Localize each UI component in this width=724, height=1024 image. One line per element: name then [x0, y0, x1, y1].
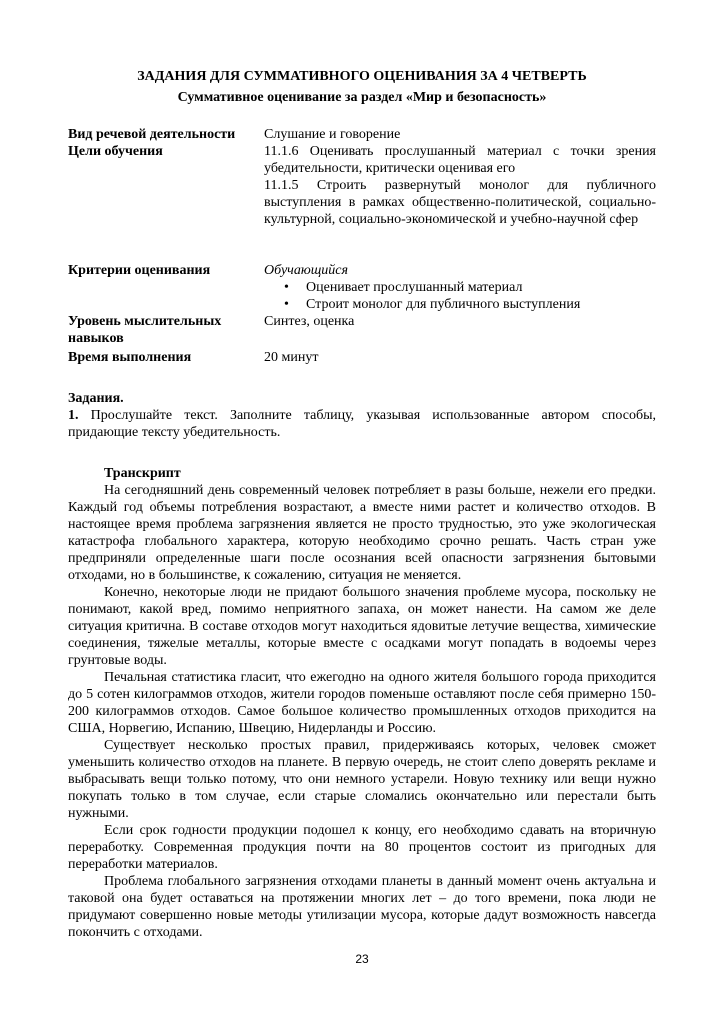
goals-value: [264, 143, 656, 228]
goals-row: [68, 143, 656, 228]
transcript-paragraph: Печальная статистика гласит, что ежегодно на одного жителя большого города приходится до 5 сотен килограммов отходов, жители городов поменьше оставляют после себя примерно 150-200 килограммов отходов. Самое большое количество промышленных отходов приходится на США, Норвегию, Испанию, Швецию, Нидерланды и Россию.: [68, 670, 656, 736]
transcript-heading: Транскрипт: [104, 466, 181, 481]
activity-value: Слушание и говорение: [264, 127, 401, 142]
criteria-item: [284, 279, 656, 296]
spacer-row: [68, 228, 656, 262]
skills-label: Уровень мыслительных навыков: [68, 314, 222, 346]
criteria-item: [284, 296, 656, 313]
goal-item: 11.1.5 Строить развернутый монолог для публичного выступления в рамках общественно-политической, социально-культурной, социально-экономической и учебно-научной сфер: [264, 178, 656, 227]
document-title: ЗАДАНИЯ ДЛЯ СУММАТИВНОГО ОЦЕНИВАНИЯ ЗА 4 ЧЕТВЕРТЬ: [137, 69, 587, 84]
transcript-paragraph: Существует несколько простых правил, придерживаясь которых, человек сможет уменьшить количество отходов на планете. В первую очередь, не стоит слепо доверять рекламе и выбрасывать вещи только потому, что они немного устарели. Новую технику или вещи нужно покупать только в том случае, если старые сломались окончательно или перестали быть нужными.: [68, 738, 656, 821]
goal-item: 11.1.6 Оценивать прослушанный материал с точки зрения убедительности, критически оценивая его: [264, 144, 656, 176]
criteria-list: [264, 279, 656, 313]
criteria-value: [264, 262, 656, 313]
time-row: [68, 347, 656, 366]
time-value: 20 минут: [264, 350, 319, 365]
task-item: [68, 407, 656, 441]
document-page: [68, 64, 656, 941]
transcript-paragraph: На сегодняшний день современный человек потребляет в разы больше, нежели его предки. Каждый год объемы потребления возрастают, а вместе ними растет и количество отходов. В настоящее время проблема загрязнения является не просто трудностью, это уже экологическая катастрофа глобального характера, которую необходимо срочно решать. Часть стран уже предприняли определенные шаги после осознания всей опасности загрязнения бытовыми отходами, но в большинстве, к сожалению, ситуация не меняется.: [68, 483, 656, 583]
criteria-item-text: Оценивает прослушанный материал: [306, 280, 523, 295]
task-number: 1.: [68, 408, 79, 423]
criteria-item-text: Строит монолог для публичного выступления: [306, 297, 581, 312]
task-text: Прослушайте текст. Заполните таблицу, указывая использованные автором способы, придающие тексту убедительность.: [68, 408, 656, 440]
transcript-paragraph: Проблема глобального загрязнения отходами планеты в данный момент очень актуальна и таковой она будет оставаться на протяжении многих лет – до того времени, пока люди не придумают совершенно новые методы утилизации мусора, которые дадут возможность навсегда покончить с отходами.: [68, 874, 656, 940]
criteria-label: Критерии оценивания: [68, 263, 211, 278]
bullet-icon: •: [284, 297, 289, 312]
skills-row: [68, 313, 656, 347]
page-number: 23: [355, 952, 369, 966]
criteria-intro: Обучающийся: [264, 263, 349, 278]
criteria-row: [68, 262, 656, 313]
goals-label: Цели обучения: [68, 144, 163, 159]
bullet-icon: •: [284, 280, 289, 295]
document-subtitle: Суммативное оценивание за раздел «Мир и безопасность»: [177, 90, 547, 105]
transcript-body: [68, 482, 656, 941]
assessment-info-table: [68, 126, 656, 366]
time-label: Время выполнения: [68, 350, 192, 365]
activity-row: [68, 126, 656, 143]
skills-value: Синтез, оценка: [264, 314, 355, 329]
transcript-paragraph: Если срок годности продукции подошел к концу, его необходимо сдавать на вторичную переработку. Современная продукция почти на 80 процентов состоит из пригодных для переработки материалов.: [68, 823, 656, 872]
tasks-heading: Задания.: [68, 391, 124, 406]
activity-label: Вид речевой деятельности: [68, 127, 236, 142]
tasks-section: [68, 390, 656, 441]
transcript-paragraph: Конечно, некоторые люди не придают большого значения проблеме мусора, поскольку не понимают, какой вред, помимо неприятного запаха, он может нанести. На самом же деле ситуация критична. В составе отходов могут находиться ядовитые летучие вещества, химические соединения, тяжелые металлы, которые вместе с осадками могут попадать в водоемы через грунтовые воды.: [68, 585, 656, 668]
